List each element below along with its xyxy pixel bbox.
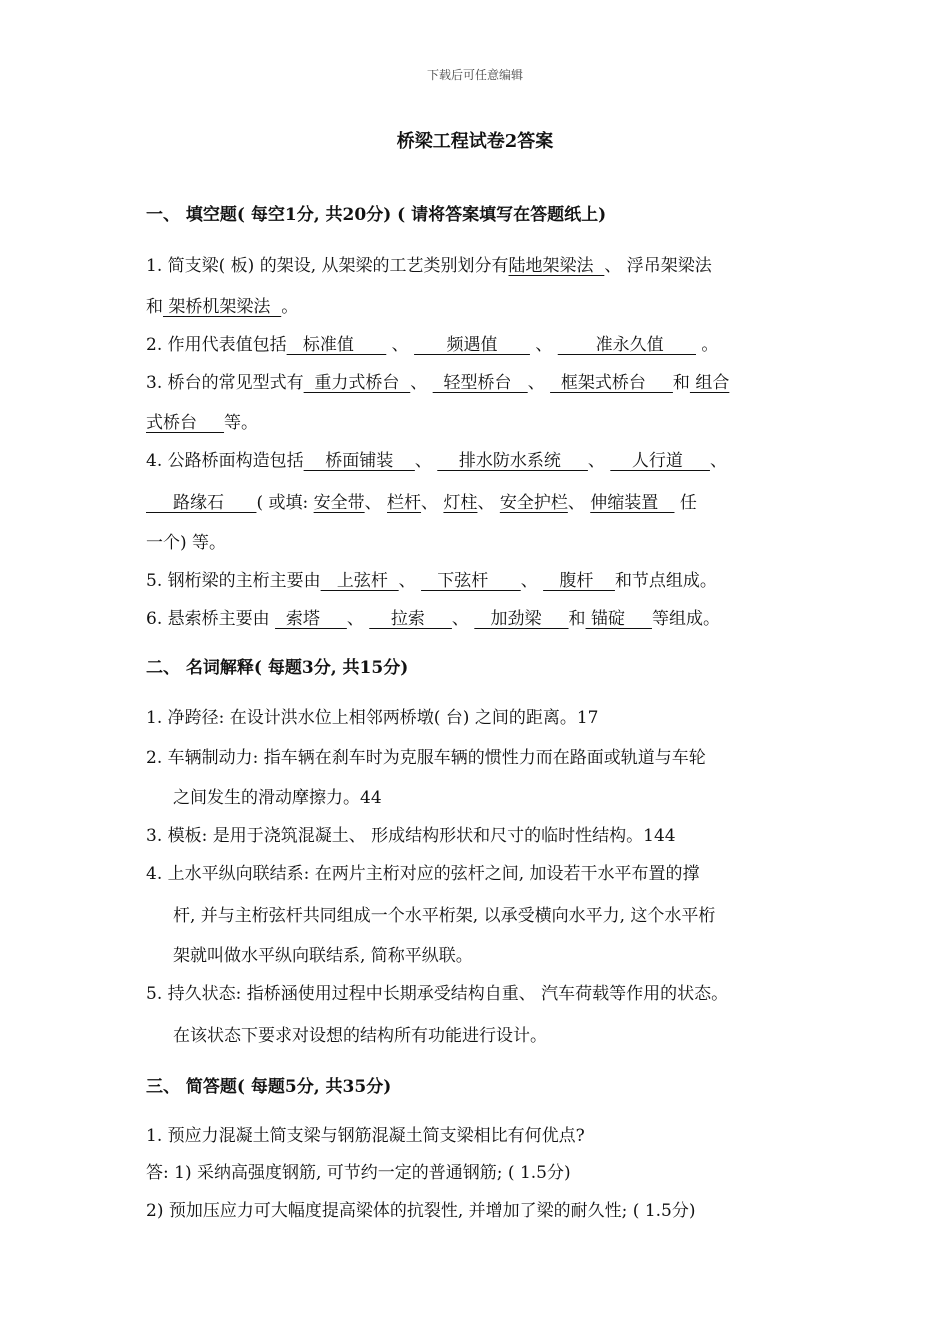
text: 、 <box>477 493 500 513</box>
term-4-line-1: 4. 上水平纵向联结系: 在两片主桁对应的弦杆之间, 加设若干水平布置的撑 <box>146 864 700 884</box>
term-4-line-3: 架就叫做水平纵向联结系, 简称平纵联。 <box>173 946 473 966</box>
fill-question-4-line-1 <box>146 446 727 471</box>
text: 、 <box>421 493 444 513</box>
text: 和 <box>672 373 690 393</box>
answer-blank: 锚碇 <box>585 609 652 629</box>
answer-blank: 频遇值 <box>414 335 530 355</box>
text: 、 <box>398 571 422 591</box>
section-heading-short: 三、 简答题( 每题5分, 共35分) <box>146 1077 392 1097</box>
text: 、 <box>451 609 475 629</box>
text: 任 <box>674 493 697 513</box>
text: 。 <box>281 297 299 317</box>
answer-blank: 拉索 <box>369 609 452 629</box>
fill-question-3-line-1 <box>146 368 729 393</box>
answer-blank: 索塔 <box>275 609 347 629</box>
term-5-line-2: 在该状态下要求对设想的结构所有功能进行设计。 <box>173 1026 547 1046</box>
fill-question-6 <box>146 604 720 629</box>
answer-blank: 陆地架梁法 <box>508 256 605 276</box>
text: ( 或填: <box>256 493 314 513</box>
text: 等。 <box>224 413 259 433</box>
answer-blank: 下弦杆 <box>421 571 521 591</box>
short-question-1: 1. 预应力混凝土简支梁与钢筋混凝土简支梁相比有何优点? <box>146 1126 585 1146</box>
fill-question-5 <box>146 566 717 591</box>
text: 、 <box>587 451 611 471</box>
short-answer-line-2: 2) 预加压应力可大幅度提高梁体的抗裂性, 并增加了梁的耐久性; ( 1.5分) <box>146 1201 696 1221</box>
answer-blank: 栏杆 <box>387 493 422 513</box>
answer-blank: 安全护栏 <box>499 493 568 513</box>
answer-blank: 准永久值 <box>557 335 696 355</box>
text: 、 <box>529 335 558 355</box>
answer-blank: 框架式桥台 <box>550 373 673 393</box>
term-2-line-1: 2. 车辆制动力: 指车辆在刹车时为克服车辆的惯性力而在路面或轨道与车轮 <box>146 748 706 768</box>
answer-blank: 架桥机架梁法 <box>163 297 282 317</box>
answer-blank: 安全带 <box>313 493 365 513</box>
answer-blank: 组合 <box>689 373 730 393</box>
text: 、 <box>709 451 727 471</box>
fill-question-3-line-2 <box>146 408 258 433</box>
answer-blank: 灯柱 <box>443 493 478 513</box>
answer-blank: 腹杆 <box>543 571 615 591</box>
text: 4. 公路桥面构造包括 <box>146 451 304 471</box>
answer-blank: 重力式桥台 <box>303 373 411 393</box>
answer-blank: 人行道 <box>610 451 710 471</box>
answer-blank: 式桥台 <box>146 413 225 433</box>
text: 、 <box>346 609 370 629</box>
term-2-line-2: 之间发生的滑动摩擦力。44 <box>173 788 382 808</box>
fill-question-1-line-1 <box>146 251 712 276</box>
text: 、 <box>527 373 551 393</box>
fill-question-4-line-3: 一个) 等。 <box>146 533 227 553</box>
fill-question-2 <box>146 330 718 355</box>
text: 、 <box>410 373 433 393</box>
answer-blank: 伸缩装置 <box>590 493 675 513</box>
text: 和 <box>568 609 586 629</box>
text: 等组成。 <box>651 609 720 629</box>
term-4-line-2: 杆, 并与主桁弦杆共同组成一个水平桁架, 以承受横向水平力, 这个水平桁 <box>173 906 716 926</box>
text: 、 <box>414 451 438 471</box>
text: 1. 简支梁( 板) 的架设, 从架梁的工艺类别划分有 <box>146 256 509 276</box>
text: 、 <box>364 493 388 513</box>
term-1: 1. 净跨径: 在设计洪水位上相邻两桥墩( 台) 之间的距离。17 <box>146 708 599 728</box>
text: 、 <box>520 571 544 591</box>
text: 6. 悬索桥主要由 <box>146 609 276 629</box>
answer-blank: 轻型桥台 <box>432 373 528 393</box>
section-heading-fill: 一、 填空题( 每空1分, 共20分) ( 请将答案填写在答题纸上) <box>146 205 607 225</box>
answer-blank: 标准值 <box>286 335 387 355</box>
section-heading-terms: 二、 名词解释( 每题3分, 共15分) <box>146 658 409 678</box>
text: 、 浮吊架梁法 <box>604 256 712 276</box>
document-title: 桥梁工程试卷2答案 <box>396 131 554 152</box>
text: 2. 作用代表值包括 <box>146 335 287 355</box>
fill-question-4-line-2 <box>146 488 697 513</box>
fill-question-1-line-2 <box>146 292 298 317</box>
short-answer-line-1: 答: 1) 采纳高强度钢筋, 可节约一定的普通钢筋; ( 1.5分) <box>146 1163 571 1183</box>
term-3: 3. 模板: 是用于浇筑混凝土、 形成结构形状和尺寸的临时性结构。144 <box>146 826 676 846</box>
text: 和 <box>146 297 163 317</box>
text: 5. 钢桁梁的主桁主要由 <box>146 571 321 591</box>
text: 、 <box>567 493 591 513</box>
term-5-line-1: 5. 持久状态: 指桥涵使用过程中长期承受结构自重、 汽车荷载等作用的状态。 <box>146 984 729 1004</box>
answer-blank: 加劲梁 <box>474 609 569 629</box>
text: 和节点组成。 <box>614 571 717 591</box>
answer-blank: 路缘石 <box>146 493 257 513</box>
answer-blank: 桥面铺装 <box>303 451 415 471</box>
text: 。 <box>696 335 719 355</box>
text: 3. 桥台的常见型式有 <box>146 373 304 393</box>
page-header: 下载后可任意编辑 <box>426 68 523 82</box>
answer-blank: 排水防水系统 <box>437 451 588 471</box>
answer-blank: 上弦杆 <box>320 571 399 591</box>
text: 、 <box>386 335 415 355</box>
